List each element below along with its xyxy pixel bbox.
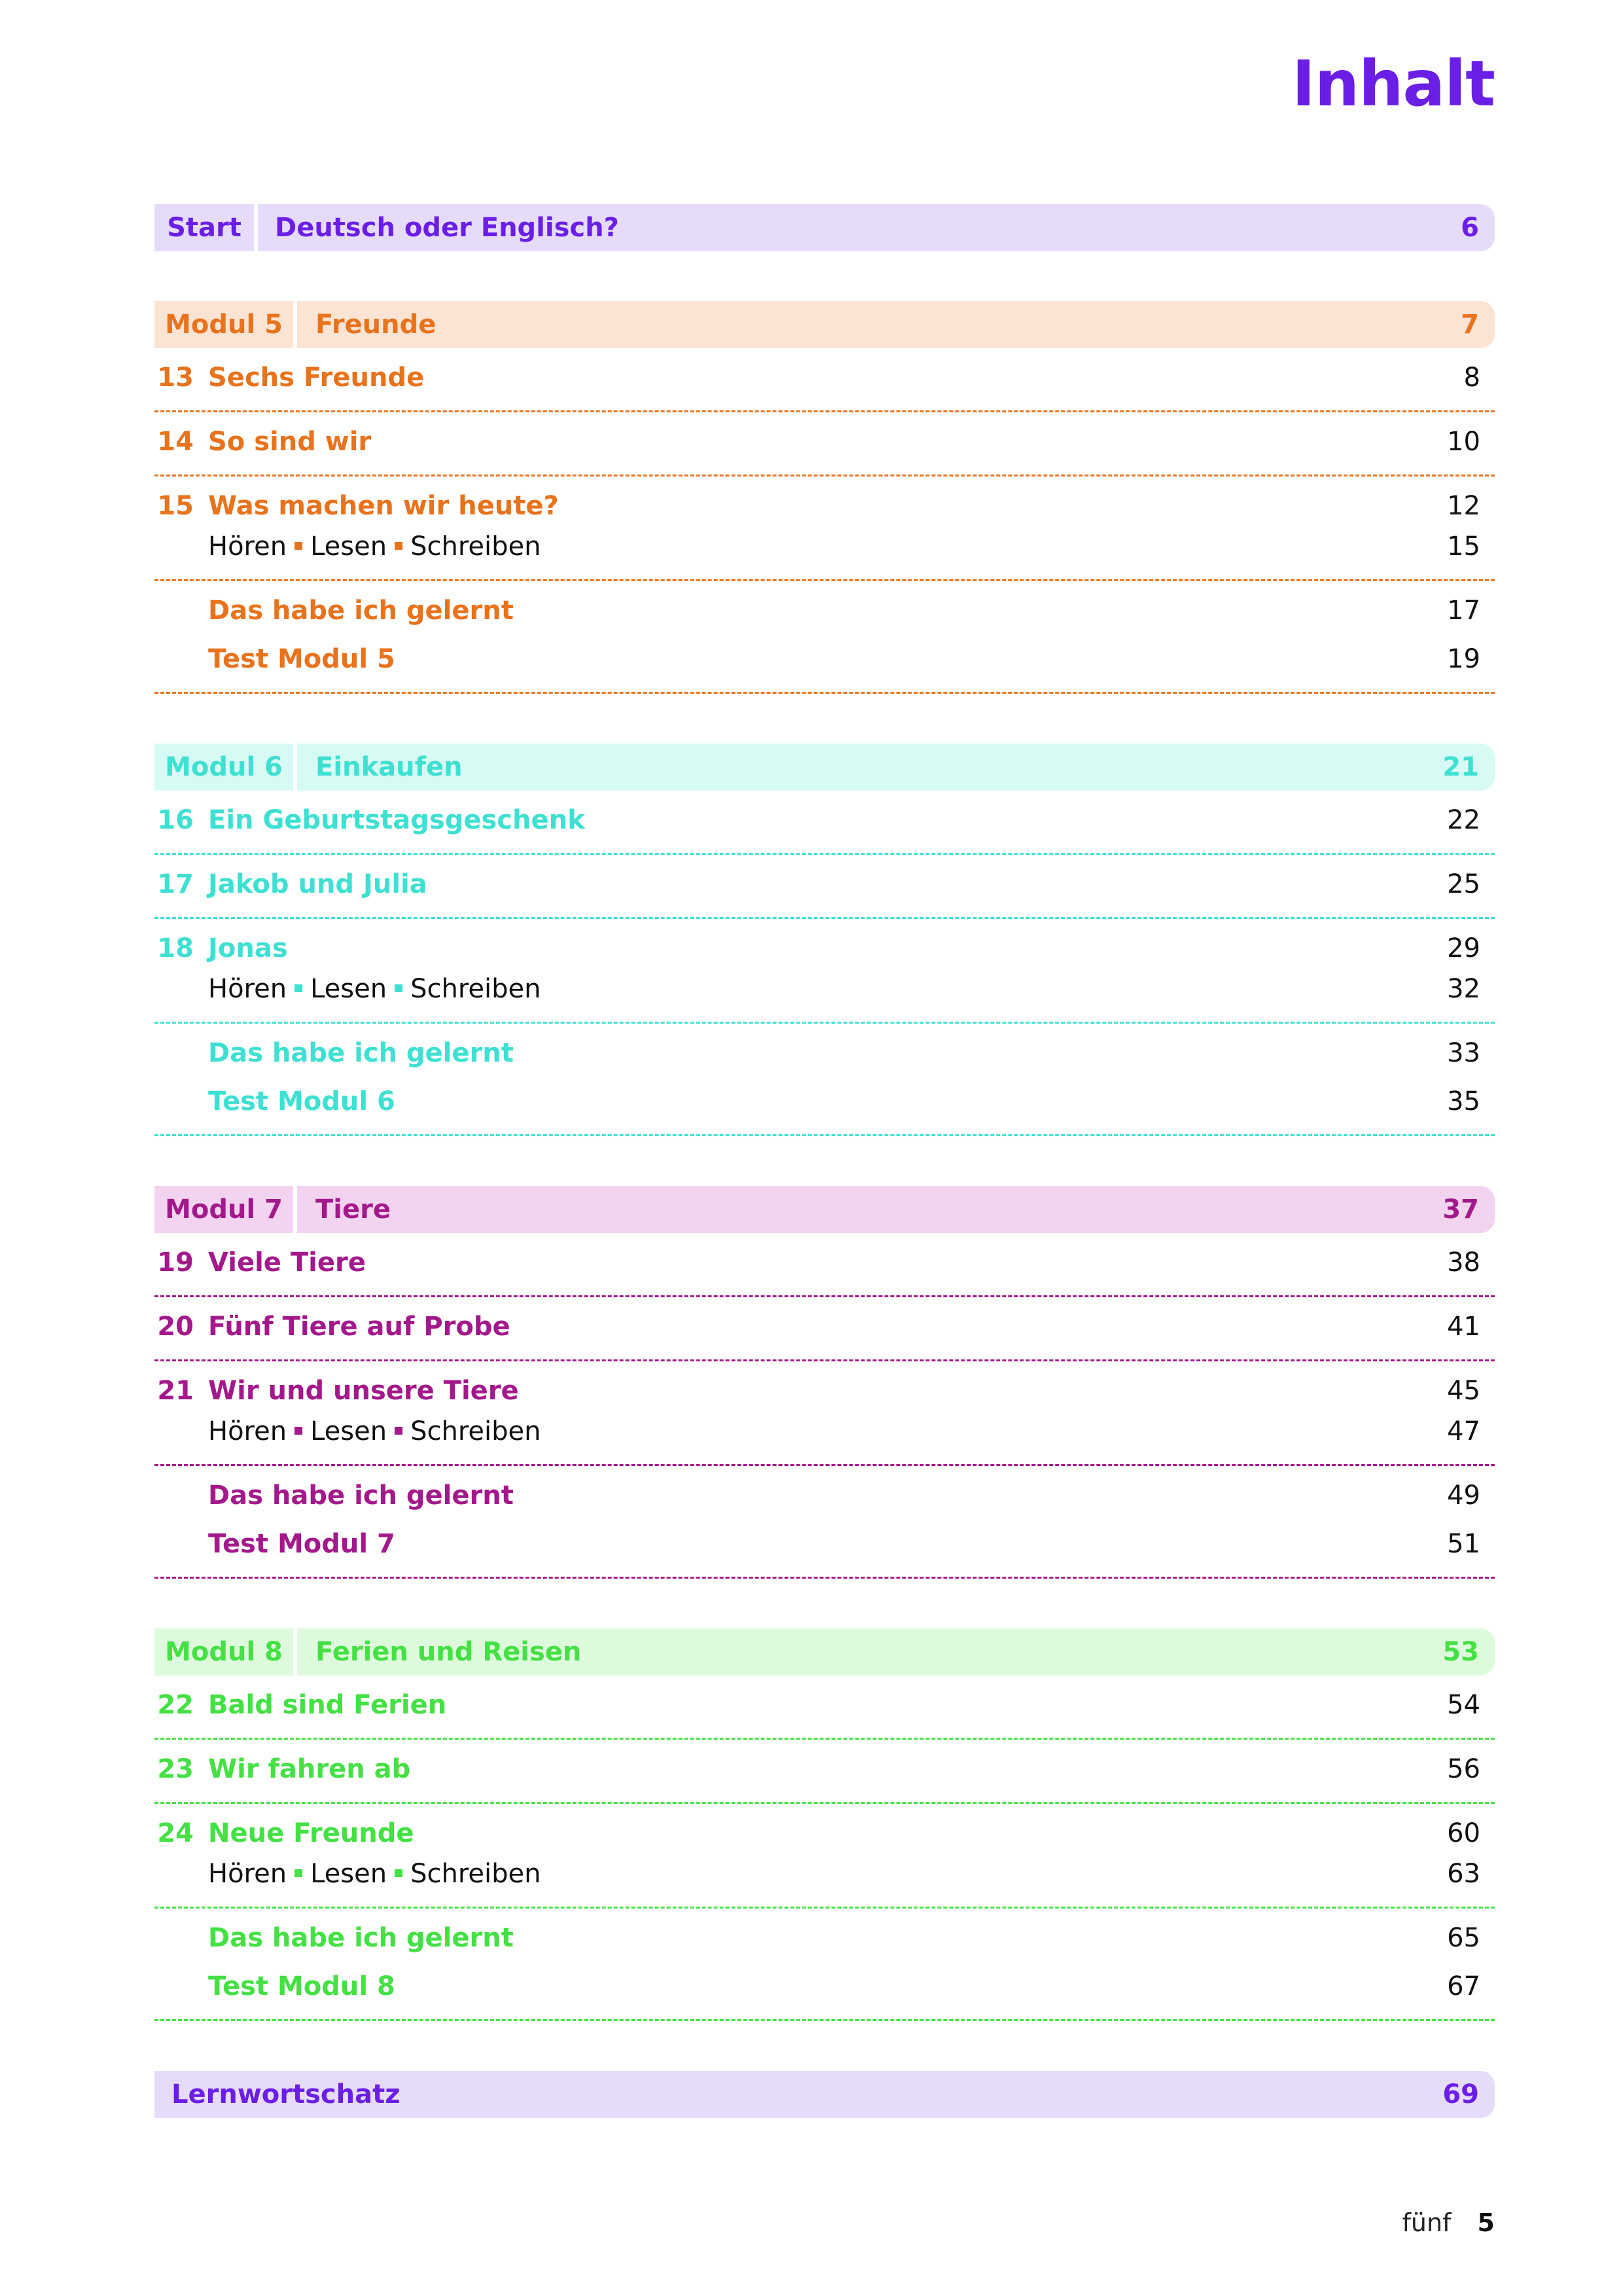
lesson-number: 13 <box>157 363 194 393</box>
lesson-title: Ein Geburtstagsgeschenk <box>208 805 585 835</box>
divider <box>293 744 297 791</box>
skill-lesen: Lesen <box>310 531 387 562</box>
skills-page: 15 <box>1447 531 1480 562</box>
start-title: Deutsch oder Englisch? <box>275 213 619 243</box>
skills-line <box>208 974 541 1004</box>
lesson-number: 23 <box>157 1754 194 1784</box>
footer-page-number: 5 <box>1477 2208 1495 2237</box>
lesson-row[interactable] <box>154 791 1495 855</box>
table-of-contents <box>154 204 1495 2118</box>
module-section <box>154 1186 1495 1628</box>
test-page: 67 <box>1447 1971 1480 2001</box>
lesson-row-with-skills[interactable] <box>154 919 1495 1024</box>
start-page: 6 <box>1461 213 1479 243</box>
lesson-page: 45 <box>1447 1376 1480 1406</box>
module-label: Modul 6 <box>165 752 283 782</box>
module-section <box>154 744 1495 1186</box>
lesson-page: 54 <box>1447 1690 1480 1720</box>
learned-title: Das habe ich gelernt <box>208 596 514 626</box>
learned-title: Das habe ich gelernt <box>208 1923 514 1953</box>
lesson-row[interactable] <box>154 1740 1495 1804</box>
footer-word: fünf <box>1402 2208 1452 2237</box>
lesson-row-with-skills[interactable] <box>154 1804 1495 1909</box>
bullet-square-icon <box>294 1427 302 1435</box>
lesson-title: Jonas <box>208 933 288 963</box>
module-title: Ferien und Reisen <box>315 1637 582 1667</box>
lesson-title: Sechs Freunde <box>208 363 425 393</box>
module-bar[interactable] <box>154 744 1495 791</box>
bullet-square-icon <box>395 1869 402 1877</box>
learned-title: Das habe ich gelernt <box>208 1038 514 1068</box>
lesson-number: 21 <box>157 1376 194 1406</box>
lesson-page: 8 <box>1463 363 1480 393</box>
review-row[interactable] <box>154 581 1495 694</box>
learned-page: 49 <box>1447 1480 1480 1511</box>
divider <box>293 301 297 348</box>
module-list <box>154 301 1495 2071</box>
lesson-number: 20 <box>157 1312 194 1342</box>
module-page: 7 <box>1461 310 1479 340</box>
lesson-row[interactable] <box>154 1233 1495 1297</box>
skill-schreiben: Schreiben <box>410 1416 541 1446</box>
lesson-page: 41 <box>1447 1312 1480 1342</box>
skills-page: 47 <box>1447 1416 1480 1446</box>
bullet-square-icon <box>294 984 302 992</box>
lesson-title: Wir fahren ab <box>208 1754 411 1784</box>
learned-page: 65 <box>1447 1923 1480 1953</box>
lesson-row-with-skills[interactable] <box>154 1361 1495 1466</box>
review-row[interactable] <box>154 1024 1495 1136</box>
learned-page: 17 <box>1447 596 1480 626</box>
lesson-number: 14 <box>157 427 194 457</box>
lesson-row[interactable] <box>154 348 1495 412</box>
lesson-title: Fünf Tiere auf Probe <box>208 1312 510 1342</box>
learned-title: Das habe ich gelernt <box>208 1480 514 1511</box>
module-page: 53 <box>1442 1637 1479 1667</box>
lesson-title: Bald sind Ferien <box>208 1690 447 1720</box>
test-title: Test Modul 5 <box>208 644 395 674</box>
module-title: Freunde <box>315 310 437 340</box>
module-label: Modul 5 <box>165 310 283 340</box>
review-row[interactable] <box>154 1466 1495 1579</box>
divider <box>293 1186 297 1233</box>
module-section <box>154 301 1495 744</box>
lesson-page: 38 <box>1447 1247 1480 1278</box>
skill-hoeren: Hören <box>208 974 287 1004</box>
lesson-page: 56 <box>1447 1754 1480 1784</box>
module-label: Modul 8 <box>165 1637 283 1667</box>
module-bar[interactable] <box>154 301 1495 348</box>
skill-schreiben: Schreiben <box>410 974 541 1004</box>
lesson-number: 17 <box>157 869 194 899</box>
test-title: Test Modul 8 <box>208 1971 395 2001</box>
lesson-title: Wir und unsere Tiere <box>208 1376 519 1406</box>
module-title: Tiere <box>315 1194 391 1225</box>
skill-hoeren: Hören <box>208 1416 287 1446</box>
skills-page: 32 <box>1447 974 1480 1004</box>
review-row[interactable] <box>154 1909 1495 2021</box>
lesson-row-with-skills[interactable] <box>154 476 1495 581</box>
lesson-page: 60 <box>1447 1818 1480 1848</box>
lesson-title: Jakob und Julia <box>208 869 427 899</box>
lernwortschatz-page: 69 <box>1442 2079 1479 2109</box>
test-title: Test Modul 6 <box>208 1086 395 1117</box>
learned-page: 33 <box>1447 1038 1480 1068</box>
skills-page: 63 <box>1447 1859 1480 1889</box>
bullet-square-icon <box>395 542 402 550</box>
lesson-title: Neue Freunde <box>208 1818 414 1848</box>
skill-hoeren: Hören <box>208 1859 287 1889</box>
skills-line <box>208 1859 541 1889</box>
skill-lesen: Lesen <box>310 974 387 1004</box>
start-bar[interactable] <box>154 204 1495 251</box>
module-bar[interactable] <box>154 1628 1495 1676</box>
lesson-number: 22 <box>157 1690 194 1720</box>
divider <box>254 204 258 251</box>
skill-schreiben: Schreiben <box>410 531 541 562</box>
divider <box>293 1628 297 1676</box>
bullet-square-icon <box>395 1427 402 1435</box>
lesson-number: 18 <box>157 933 194 963</box>
skills-line <box>208 1416 541 1446</box>
lesson-row[interactable] <box>154 1297 1495 1361</box>
lesson-page: 22 <box>1447 805 1480 835</box>
bullet-square-icon <box>395 984 402 992</box>
lesson-number: 24 <box>157 1818 194 1848</box>
lernwortschatz-title: Lernwortschatz <box>171 2079 401 2109</box>
lesson-page: 12 <box>1447 491 1480 521</box>
page-footer <box>1402 2208 1495 2237</box>
lesson-number: 19 <box>157 1247 194 1278</box>
lesson-title: So sind wir <box>208 427 372 457</box>
module-page: 21 <box>1442 752 1479 782</box>
lesson-page: 25 <box>1447 869 1480 899</box>
skill-lesen: Lesen <box>310 1416 387 1446</box>
page-title: Inhalt <box>1292 47 1495 120</box>
module-title: Einkaufen <box>315 752 463 782</box>
lesson-row[interactable] <box>154 1676 1495 1740</box>
lernwortschatz-bar[interactable] <box>154 2071 1495 2118</box>
lesson-title: Was machen wir heute? <box>208 491 559 521</box>
skill-lesen: Lesen <box>310 1859 387 1889</box>
lesson-row[interactable] <box>154 855 1495 919</box>
lesson-number: 16 <box>157 805 194 835</box>
test-page: 51 <box>1447 1529 1480 1559</box>
lesson-number: 15 <box>157 491 194 521</box>
skill-hoeren: Hören <box>208 531 287 562</box>
bullet-square-icon <box>294 1869 302 1877</box>
test-page: 19 <box>1447 644 1480 674</box>
start-label: Start <box>167 213 241 243</box>
lesson-row[interactable] <box>154 412 1495 476</box>
module-page: 37 <box>1442 1194 1479 1225</box>
bullet-square-icon <box>294 542 302 550</box>
skills-line <box>208 531 541 562</box>
module-bar[interactable] <box>154 1186 1495 1233</box>
lesson-title: Viele Tiere <box>208 1247 366 1278</box>
test-page: 35 <box>1447 1086 1480 1117</box>
module-label: Modul 7 <box>165 1194 283 1225</box>
lesson-page: 29 <box>1447 933 1480 963</box>
lesson-page: 10 <box>1447 427 1480 457</box>
module-section <box>154 1628 1495 2071</box>
skill-schreiben: Schreiben <box>410 1859 541 1889</box>
test-title: Test Modul 7 <box>208 1529 395 1559</box>
